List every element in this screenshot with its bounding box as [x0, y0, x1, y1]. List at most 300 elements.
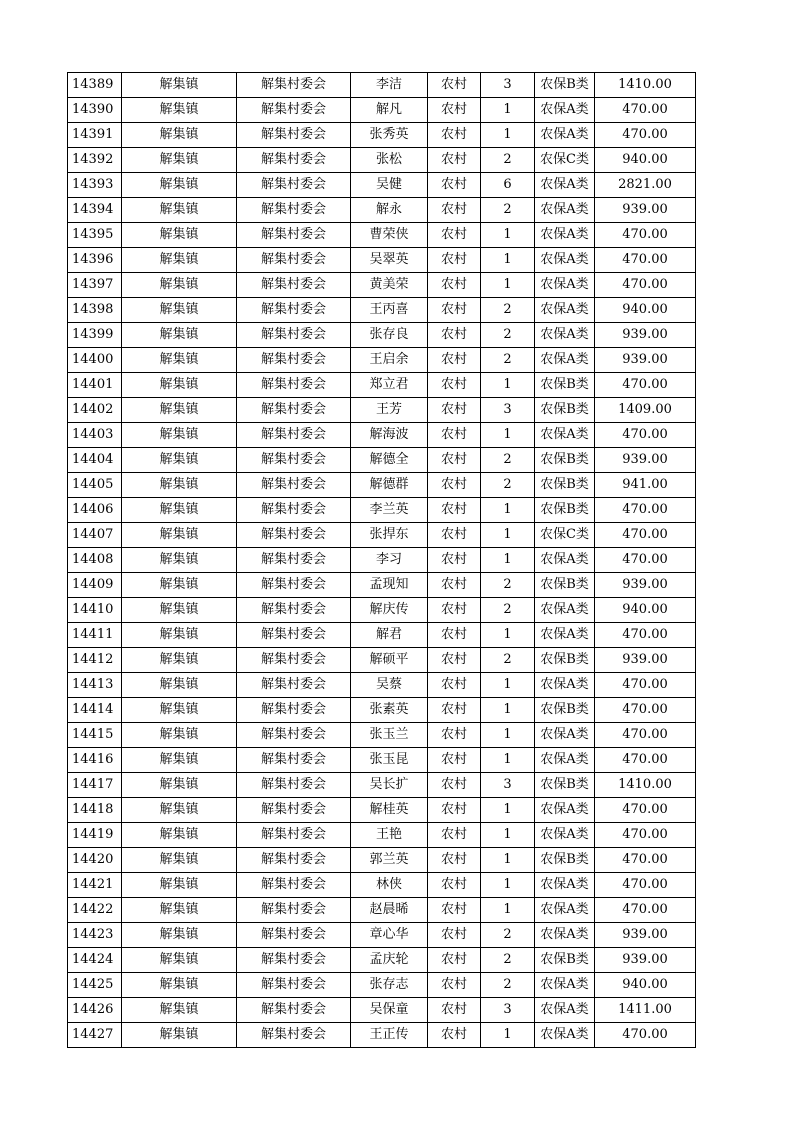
village-committee-cell: 解集村委会: [237, 298, 351, 323]
household-count-cell: 1: [481, 748, 535, 773]
village-committee-cell: 解集村委会: [237, 448, 351, 473]
town-cell: 解集镇: [122, 973, 237, 998]
insurance-category-cell: 农保B类: [535, 373, 595, 398]
table-row: [68, 523, 696, 548]
amount-cell: 939.00: [595, 923, 696, 948]
village-committee-cell: 解集村委会: [237, 923, 351, 948]
village-committee-cell: 解集村委会: [237, 973, 351, 998]
table-row: [68, 948, 696, 973]
household-count-cell: 2: [481, 298, 535, 323]
row-number-cell: 14393: [68, 173, 122, 198]
town-cell: 解集镇: [122, 248, 237, 273]
name-cell: 王艳: [351, 823, 428, 848]
household-count-cell: 1: [481, 848, 535, 873]
table-body: [68, 73, 696, 1048]
row-number-cell: 14389: [68, 73, 122, 98]
village-committee-cell: 解集村委会: [237, 423, 351, 448]
name-cell: 孟现知: [351, 573, 428, 598]
village-committee-cell: 解集村委会: [237, 698, 351, 723]
village-committee-cell: 解集村委会: [237, 198, 351, 223]
insurance-category-cell: 农保A类: [535, 723, 595, 748]
amount-cell: 470.00: [595, 873, 696, 898]
town-cell: 解集镇: [122, 998, 237, 1023]
insurance-category-cell: 农保A类: [535, 1023, 595, 1048]
row-number-cell: 14405: [68, 473, 122, 498]
village-committee-cell: 解集村委会: [237, 148, 351, 173]
row-number-cell: 14409: [68, 573, 122, 598]
amount-cell: 470.00: [595, 98, 696, 123]
name-cell: 解桂英: [351, 798, 428, 823]
town-cell: 解集镇: [122, 173, 237, 198]
amount-cell: 470.00: [595, 798, 696, 823]
table-row: [68, 223, 696, 248]
table-row: [68, 598, 696, 623]
table-row: [68, 348, 696, 373]
area-type-cell: 农村: [428, 1023, 481, 1048]
row-number-cell: 14418: [68, 798, 122, 823]
name-cell: 王丙喜: [351, 298, 428, 323]
name-cell: 解君: [351, 623, 428, 648]
table-row: [68, 498, 696, 523]
amount-cell: 940.00: [595, 148, 696, 173]
town-cell: 解集镇: [122, 398, 237, 423]
amount-cell: 470.00: [595, 223, 696, 248]
area-type-cell: 农村: [428, 698, 481, 723]
household-count-cell: 1: [481, 623, 535, 648]
row-number-cell: 14425: [68, 973, 122, 998]
row-number-cell: 14401: [68, 373, 122, 398]
area-type-cell: 农村: [428, 373, 481, 398]
name-cell: 吴翠英: [351, 248, 428, 273]
town-cell: 解集镇: [122, 648, 237, 673]
insurance-category-cell: 农保B类: [535, 448, 595, 473]
row-number-cell: 14403: [68, 423, 122, 448]
table-row: [68, 748, 696, 773]
village-committee-cell: 解集村委会: [237, 223, 351, 248]
area-type-cell: 农村: [428, 123, 481, 148]
table-row: [68, 323, 696, 348]
household-count-cell: 1: [481, 273, 535, 298]
household-count-cell: 1: [481, 373, 535, 398]
village-committee-cell: 解集村委会: [237, 898, 351, 923]
amount-cell: 939.00: [595, 448, 696, 473]
area-type-cell: 农村: [428, 923, 481, 948]
name-cell: 张捍东: [351, 523, 428, 548]
insurance-category-cell: 农保B类: [535, 773, 595, 798]
name-cell: 郑立君: [351, 373, 428, 398]
table-row: [68, 873, 696, 898]
town-cell: 解集镇: [122, 223, 237, 248]
village-committee-cell: 解集村委会: [237, 873, 351, 898]
insurance-category-cell: 农保A类: [535, 748, 595, 773]
amount-cell: 470.00: [595, 273, 696, 298]
village-committee-cell: 解集村委会: [237, 73, 351, 98]
table-row: [68, 573, 696, 598]
amount-cell: 470.00: [595, 823, 696, 848]
insurance-category-cell: 农保A类: [535, 973, 595, 998]
insurance-category-cell: 农保A类: [535, 423, 595, 448]
town-cell: 解集镇: [122, 373, 237, 398]
row-number-cell: 14402: [68, 398, 122, 423]
table-row: [68, 898, 696, 923]
town-cell: 解集镇: [122, 773, 237, 798]
row-number-cell: 14400: [68, 348, 122, 373]
row-number-cell: 14422: [68, 898, 122, 923]
table-row: [68, 123, 696, 148]
household-count-cell: 3: [481, 773, 535, 798]
table-row: [68, 623, 696, 648]
village-committee-cell: 解集村委会: [237, 673, 351, 698]
insurance-category-cell: 农保B类: [535, 73, 595, 98]
table-row: [68, 823, 696, 848]
row-number-cell: 14411: [68, 623, 122, 648]
area-type-cell: 农村: [428, 348, 481, 373]
household-count-cell: 2: [481, 648, 535, 673]
table-row: [68, 673, 696, 698]
household-count-cell: 2: [481, 148, 535, 173]
name-cell: 孟庆轮: [351, 948, 428, 973]
town-cell: 解集镇: [122, 948, 237, 973]
area-type-cell: 农村: [428, 198, 481, 223]
row-number-cell: 14419: [68, 823, 122, 848]
household-count-cell: 1: [481, 1023, 535, 1048]
town-cell: 解集镇: [122, 748, 237, 773]
data-table: [67, 72, 696, 1048]
name-cell: 解海波: [351, 423, 428, 448]
town-cell: 解集镇: [122, 673, 237, 698]
area-type-cell: 农村: [428, 423, 481, 448]
table-row: [68, 373, 696, 398]
table-row: [68, 548, 696, 573]
insurance-category-cell: 农保A类: [535, 298, 595, 323]
household-count-cell: 2: [481, 448, 535, 473]
area-type-cell: 农村: [428, 823, 481, 848]
row-number-cell: 14408: [68, 548, 122, 573]
name-cell: 张素英: [351, 698, 428, 723]
area-type-cell: 农村: [428, 648, 481, 673]
village-committee-cell: 解集村委会: [237, 948, 351, 973]
town-cell: 解集镇: [122, 123, 237, 148]
area-type-cell: 农村: [428, 598, 481, 623]
town-cell: 解集镇: [122, 323, 237, 348]
insurance-category-cell: 农保A类: [535, 173, 595, 198]
table-row: [68, 473, 696, 498]
row-number-cell: 14413: [68, 673, 122, 698]
area-type-cell: 农村: [428, 498, 481, 523]
name-cell: 吴长扩: [351, 773, 428, 798]
table-row: [68, 973, 696, 998]
area-type-cell: 农村: [428, 723, 481, 748]
row-number-cell: 14423: [68, 923, 122, 948]
amount-cell: 470.00: [595, 523, 696, 548]
village-committee-cell: 解集村委会: [237, 498, 351, 523]
row-number-cell: 14407: [68, 523, 122, 548]
village-committee-cell: 解集村委会: [237, 248, 351, 273]
table-row: [68, 798, 696, 823]
name-cell: 吴健: [351, 173, 428, 198]
town-cell: 解集镇: [122, 898, 237, 923]
town-cell: 解集镇: [122, 273, 237, 298]
insurance-category-cell: 农保B类: [535, 648, 595, 673]
insurance-category-cell: 农保A类: [535, 198, 595, 223]
name-cell: 解德全: [351, 448, 428, 473]
area-type-cell: 农村: [428, 848, 481, 873]
insurance-category-cell: 农保B类: [535, 498, 595, 523]
name-cell: 张松: [351, 148, 428, 173]
town-cell: 解集镇: [122, 198, 237, 223]
amount-cell: 470.00: [595, 748, 696, 773]
household-count-cell: 2: [481, 598, 535, 623]
village-committee-cell: 解集村委会: [237, 123, 351, 148]
amount-cell: 470.00: [595, 698, 696, 723]
area-type-cell: 农村: [428, 173, 481, 198]
area-type-cell: 农村: [428, 98, 481, 123]
town-cell: 解集镇: [122, 573, 237, 598]
insurance-category-cell: 农保A类: [535, 598, 595, 623]
village-committee-cell: 解集村委会: [237, 323, 351, 348]
household-count-cell: 2: [481, 923, 535, 948]
household-count-cell: 1: [481, 498, 535, 523]
name-cell: 张玉昆: [351, 748, 428, 773]
amount-cell: 939.00: [595, 323, 696, 348]
insurance-category-cell: 农保B类: [535, 698, 595, 723]
household-count-cell: 2: [481, 348, 535, 373]
table-row: [68, 173, 696, 198]
area-type-cell: 农村: [428, 473, 481, 498]
row-number-cell: 14392: [68, 148, 122, 173]
household-count-cell: 1: [481, 248, 535, 273]
insurance-category-cell: 农保A类: [535, 923, 595, 948]
amount-cell: 2821.00: [595, 173, 696, 198]
row-number-cell: 14390: [68, 98, 122, 123]
insurance-category-cell: 农保A类: [535, 98, 595, 123]
town-cell: 解集镇: [122, 823, 237, 848]
amount-cell: 470.00: [595, 673, 696, 698]
household-count-cell: 1: [481, 698, 535, 723]
village-committee-cell: 解集村委会: [237, 648, 351, 673]
area-type-cell: 农村: [428, 73, 481, 98]
table-row: [68, 923, 696, 948]
name-cell: 吴蔡: [351, 673, 428, 698]
household-count-cell: 2: [481, 573, 535, 598]
amount-cell: 939.00: [595, 198, 696, 223]
household-count-cell: 1: [481, 548, 535, 573]
household-count-cell: 3: [481, 998, 535, 1023]
household-count-cell: 1: [481, 98, 535, 123]
village-committee-cell: 解集村委会: [237, 373, 351, 398]
town-cell: 解集镇: [122, 798, 237, 823]
village-committee-cell: 解集村委会: [237, 473, 351, 498]
name-cell: 李习: [351, 548, 428, 573]
table-row: [68, 198, 696, 223]
insurance-category-cell: 农保A类: [535, 348, 595, 373]
row-number-cell: 14427: [68, 1023, 122, 1048]
village-committee-cell: 解集村委会: [237, 823, 351, 848]
amount-cell: 940.00: [595, 973, 696, 998]
household-count-cell: 1: [481, 423, 535, 448]
name-cell: 王启余: [351, 348, 428, 373]
household-count-cell: 6: [481, 173, 535, 198]
village-committee-cell: 解集村委会: [237, 398, 351, 423]
table-row: [68, 723, 696, 748]
insurance-category-cell: 农保A类: [535, 323, 595, 348]
amount-cell: 470.00: [595, 248, 696, 273]
insurance-category-cell: 农保A类: [535, 873, 595, 898]
town-cell: 解集镇: [122, 723, 237, 748]
area-type-cell: 农村: [428, 773, 481, 798]
amount-cell: 470.00: [595, 723, 696, 748]
insurance-category-cell: 农保A类: [535, 673, 595, 698]
table-row: [68, 448, 696, 473]
amount-cell: 470.00: [595, 848, 696, 873]
village-committee-cell: 解集村委会: [237, 798, 351, 823]
table-row: [68, 148, 696, 173]
name-cell: 章心华: [351, 923, 428, 948]
area-type-cell: 农村: [428, 223, 481, 248]
town-cell: 解集镇: [122, 473, 237, 498]
name-cell: 解凡: [351, 98, 428, 123]
table-row: [68, 1023, 696, 1048]
table-row: [68, 73, 696, 98]
insurance-category-cell: 农保A类: [535, 823, 595, 848]
area-type-cell: 农村: [428, 998, 481, 1023]
area-type-cell: 农村: [428, 973, 481, 998]
table-row: [68, 998, 696, 1023]
row-number-cell: 14414: [68, 698, 122, 723]
town-cell: 解集镇: [122, 698, 237, 723]
village-committee-cell: 解集村委会: [237, 573, 351, 598]
area-type-cell: 农村: [428, 398, 481, 423]
village-committee-cell: 解集村委会: [237, 98, 351, 123]
insurance-category-cell: 农保B类: [535, 398, 595, 423]
village-committee-cell: 解集村委会: [237, 598, 351, 623]
village-committee-cell: 解集村委会: [237, 773, 351, 798]
name-cell: 解庆传: [351, 598, 428, 623]
row-number-cell: 14395: [68, 223, 122, 248]
row-number-cell: 14416: [68, 748, 122, 773]
insurance-category-cell: 农保B类: [535, 473, 595, 498]
town-cell: 解集镇: [122, 298, 237, 323]
area-type-cell: 农村: [428, 573, 481, 598]
household-count-cell: 2: [481, 973, 535, 998]
household-count-cell: 1: [481, 823, 535, 848]
town-cell: 解集镇: [122, 598, 237, 623]
town-cell: 解集镇: [122, 1023, 237, 1048]
table-row: [68, 298, 696, 323]
name-cell: 张玉兰: [351, 723, 428, 748]
amount-cell: 470.00: [595, 623, 696, 648]
row-number-cell: 14424: [68, 948, 122, 973]
area-type-cell: 农村: [428, 873, 481, 898]
table-row: [68, 698, 696, 723]
amount-cell: 470.00: [595, 123, 696, 148]
row-number-cell: 14398: [68, 298, 122, 323]
amount-cell: 1409.00: [595, 398, 696, 423]
name-cell: 解硕平: [351, 648, 428, 673]
table-row: [68, 773, 696, 798]
area-type-cell: 农村: [428, 748, 481, 773]
amount-cell: 470.00: [595, 498, 696, 523]
area-type-cell: 农村: [428, 623, 481, 648]
amount-cell: 939.00: [595, 573, 696, 598]
village-committee-cell: 解集村委会: [237, 273, 351, 298]
amount-cell: 941.00: [595, 473, 696, 498]
amount-cell: 470.00: [595, 423, 696, 448]
town-cell: 解集镇: [122, 873, 237, 898]
row-number-cell: 14412: [68, 648, 122, 673]
household-count-cell: 1: [481, 798, 535, 823]
amount-cell: 940.00: [595, 298, 696, 323]
insurance-category-cell: 农保A类: [535, 123, 595, 148]
insurance-category-cell: 农保A类: [535, 898, 595, 923]
row-number-cell: 14417: [68, 773, 122, 798]
amount-cell: 939.00: [595, 648, 696, 673]
table-row: [68, 648, 696, 673]
town-cell: 解集镇: [122, 523, 237, 548]
row-number-cell: 14420: [68, 848, 122, 873]
name-cell: 王正传: [351, 1023, 428, 1048]
insurance-category-cell: 农保C类: [535, 523, 595, 548]
row-number-cell: 14399: [68, 323, 122, 348]
row-number-cell: 14394: [68, 198, 122, 223]
amount-cell: 1411.00: [595, 998, 696, 1023]
town-cell: 解集镇: [122, 548, 237, 573]
insurance-category-cell: 农保A类: [535, 798, 595, 823]
amount-cell: 470.00: [595, 1023, 696, 1048]
row-number-cell: 14426: [68, 998, 122, 1023]
amount-cell: 470.00: [595, 548, 696, 573]
area-type-cell: 农村: [428, 523, 481, 548]
household-count-cell: 2: [481, 473, 535, 498]
amount-cell: 940.00: [595, 598, 696, 623]
row-number-cell: 14406: [68, 498, 122, 523]
table-row: [68, 398, 696, 423]
amount-cell: 939.00: [595, 348, 696, 373]
village-committee-cell: 解集村委会: [237, 548, 351, 573]
town-cell: 解集镇: [122, 848, 237, 873]
town-cell: 解集镇: [122, 623, 237, 648]
name-cell: 王芳: [351, 398, 428, 423]
village-committee-cell: 解集村委会: [237, 523, 351, 548]
household-count-cell: 3: [481, 398, 535, 423]
insurance-category-cell: 农保B类: [535, 848, 595, 873]
row-number-cell: 14415: [68, 723, 122, 748]
village-committee-cell: 解集村委会: [237, 998, 351, 1023]
row-number-cell: 14396: [68, 248, 122, 273]
row-number-cell: 14410: [68, 598, 122, 623]
insurance-category-cell: 农保A类: [535, 548, 595, 573]
name-cell: 解德群: [351, 473, 428, 498]
household-count-cell: 3: [481, 73, 535, 98]
area-type-cell: 农村: [428, 248, 481, 273]
household-count-cell: 2: [481, 948, 535, 973]
name-cell: 曹荣侠: [351, 223, 428, 248]
town-cell: 解集镇: [122, 498, 237, 523]
village-committee-cell: 解集村委会: [237, 723, 351, 748]
insurance-category-cell: 农保B类: [535, 948, 595, 973]
area-type-cell: 农村: [428, 448, 481, 473]
amount-cell: 470.00: [595, 898, 696, 923]
name-cell: 解永: [351, 198, 428, 223]
area-type-cell: 农村: [428, 548, 481, 573]
village-committee-cell: 解集村委会: [237, 348, 351, 373]
table-row: [68, 273, 696, 298]
insurance-category-cell: 农保A类: [535, 273, 595, 298]
name-cell: 林侠: [351, 873, 428, 898]
amount-cell: 470.00: [595, 373, 696, 398]
village-committee-cell: 解集村委会: [237, 623, 351, 648]
area-type-cell: 农村: [428, 298, 481, 323]
